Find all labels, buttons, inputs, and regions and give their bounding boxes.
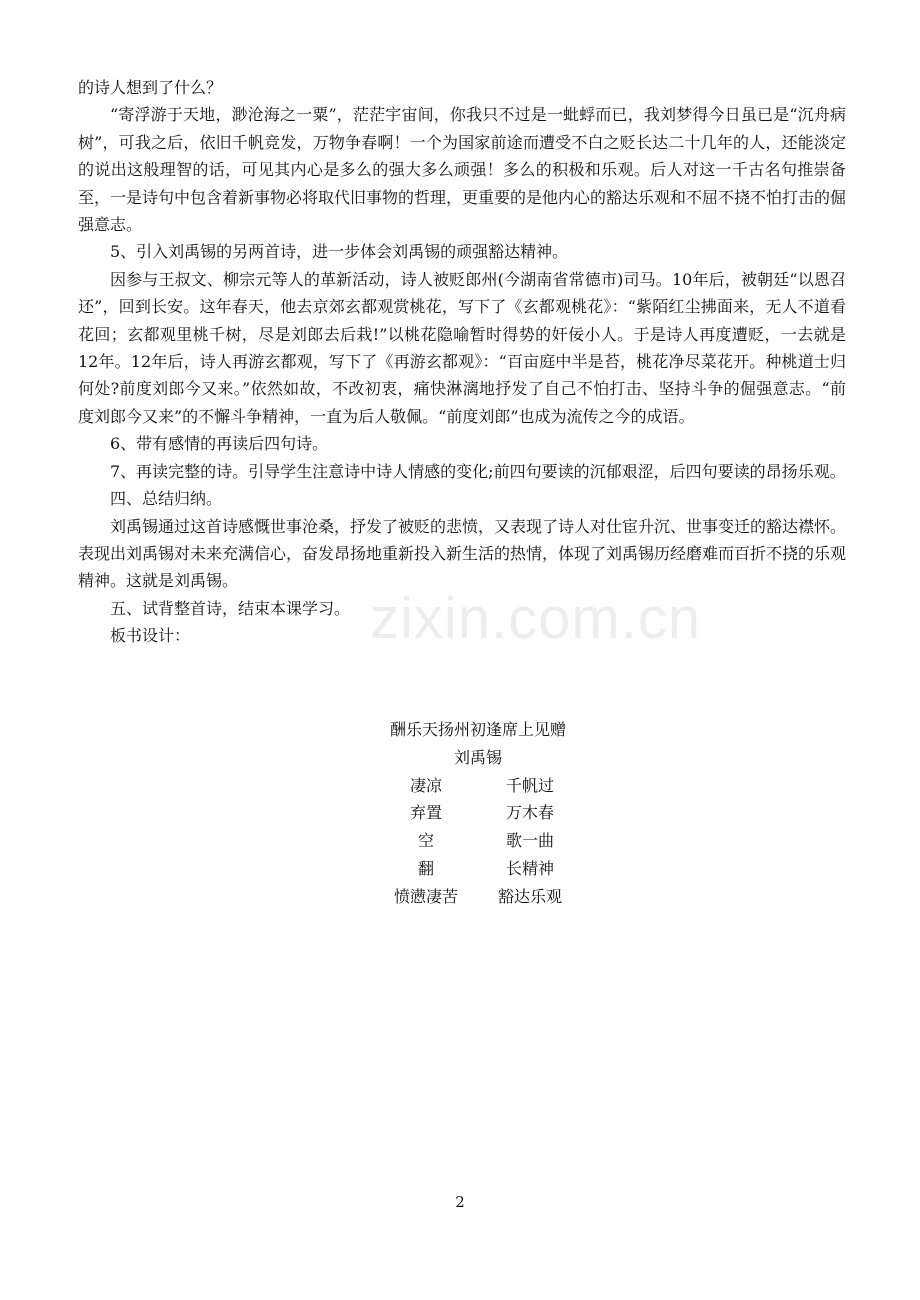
board-left: 翻 <box>417 858 434 878</box>
paragraph: 板书设计： <box>110 626 191 646</box>
board-right: 歌一曲 <box>505 831 554 851</box>
board-left: 空 <box>417 831 434 851</box>
board-left: 弃置 <box>409 803 442 823</box>
paragraph: 因参与王叔文、柳宗元等人的革新活动，诗人被贬郎州(今湖南省常德市)司马。10年后，被朝廷“以恩召还”，回到长安。这年春天，他去京郊玄都观赏桃花，写下了《玄都观桃花》：“紫陌红尘拂面来，无人不道看花回；玄都观里桃千树，尽是刘郎去后栽!”以桃花隐喻暂时得势的奸佞小人。于是诗人再度遭贬，一去就是12年。12年后，诗人再游玄都观，写下了《再游玄都观》：“百亩庭中半是苔，桃花净尽菜花开。种桃道士归何处?前度刘郎今又来。”依然如故，不改初衷，痛快淋漓地抒发了自己不怕打击、坚持斗争的倔强意志。“前度刘郎今又来”的不懈斗争精神，一直为后人敬佩。“前度刘郎”也成为流传之今的成语。 <box>78 269 846 426</box>
board-row <box>0 855 920 883</box>
board-right: 千帆过 <box>505 775 554 795</box>
board-right: 万木春 <box>505 803 554 823</box>
paragraph: 7、再读完整的诗。引导学生注意诗中诗人情感的变化;前四句要读的沉郁艰涩，后四句要读的昂扬乐观。 <box>110 461 846 481</box>
document-body <box>78 74 846 650</box>
paragraph: 的诗人想到了什么？ <box>78 78 223 97</box>
paragraph: 刘禹锡通过这首诗感慨世事沧桑，抒发了被贬的悲愤，又表现了诗人对仕宦升沉、世事变迁的豁达襟怀。表现出刘禹锡对未来充满信心，奋发昂扬地重新投入新生活的热情，体现了刘禹锡历经磨难而百折不挠的乐观精神。这就是刘禹锡。 <box>78 516 847 591</box>
board-row <box>0 799 920 827</box>
board-left: 愤懑凄苦 <box>393 886 458 906</box>
board-right: 豁达乐观 <box>497 886 562 906</box>
board-right: 长精神 <box>505 858 554 878</box>
board-row <box>0 827 920 855</box>
board-left: 凄凉 <box>409 775 442 795</box>
paragraph: 6、带有感情的再读后四句诗。 <box>110 434 329 454</box>
board-author: 刘禹锡 <box>453 747 502 767</box>
board-row <box>0 772 920 800</box>
paragraph: 5、引入刘禹锡的另两首诗，进一步体会刘禹锡的顽强豁达精神。 <box>110 242 569 262</box>
board-row <box>0 883 920 911</box>
paragraph: “寄浮游于天地，渺沧海之一粟”，茫茫宇宙间，你我只不过是一蚍蜉而已，我刘梦得今日虽已是“沉舟病树”，可我之后，依旧千帆竞发，万物争春啊！一个为国家前途而遭受不白之贬长达二十几年的人，还能淡定的说出这般理智的话，可见其内心是多么的强大多么顽强！多么的积极和乐观。后人对这一千古名句推崇备至，一是诗句中包含着新事物必将取代旧事物的哲理，更重要的是他内心的豁达乐观和不屈不挠不怕打击的倔强意志。 <box>78 105 847 235</box>
watermark: zixin.com.cn <box>370 586 702 651</box>
section-heading: 五、试背整首诗，结束本课学习。 <box>110 598 351 618</box>
board-design <box>0 716 920 911</box>
section-heading: 四、总结归纳。 <box>110 489 223 509</box>
board-title: 酬乐天扬州初逢席上见赠 <box>389 720 566 739</box>
page-number: 2 <box>455 1193 465 1211</box>
